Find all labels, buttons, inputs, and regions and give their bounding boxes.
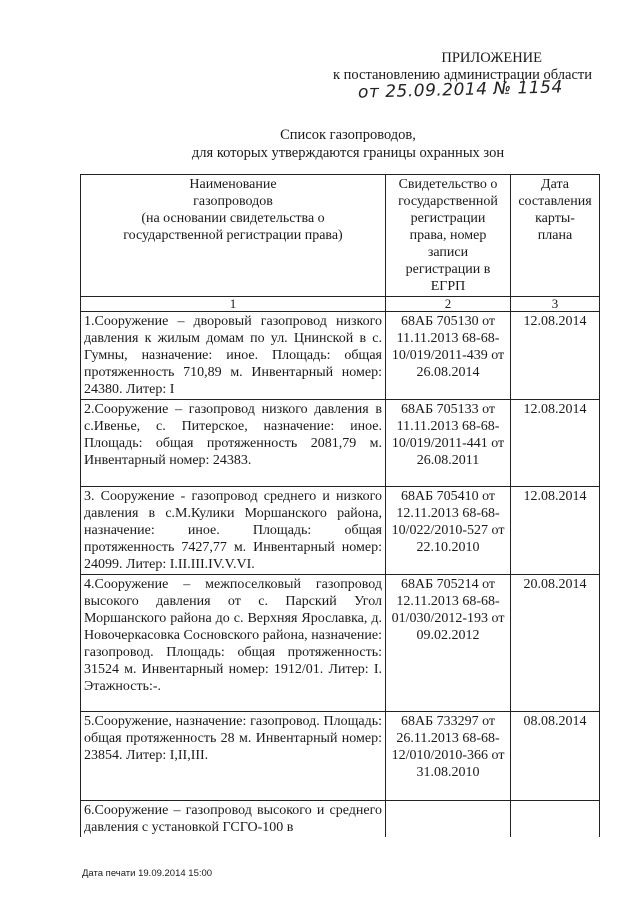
certificate-cell: 68АБ 705130 от 11.11.2013 68-68-10/019/2011-439 от 26.08.2014 (386, 312, 511, 400)
map-date-cell: 12.08.2014 (511, 400, 600, 487)
header-line: регистрации в (405, 262, 491, 277)
resolution-label: к постановлению администрации области (332, 67, 592, 83)
print-date-footer: Дата печати 19.09.2014 15:00 (82, 868, 213, 879)
title-line-2: для которых утверждаются границы охранных зон (191, 145, 505, 161)
pipeline-name-cell: 5.Сооружение, назначение: газопровод. Площадь: общая протяженность 28 м. Инвентарный номер: 23854. Литер: I,II,III. (81, 712, 386, 801)
column-number: 1 (81, 297, 386, 312)
header-line: составления (518, 194, 592, 209)
header-line: записи (427, 245, 469, 260)
header-line: карты- (535, 211, 575, 226)
header-line: Свидетельство о (398, 177, 498, 192)
table-row (81, 487, 600, 575)
header-line: права, номер (409, 228, 487, 243)
header-line: регистрации (410, 211, 486, 226)
certificate-cell: 68АБ 733297 от 26.11.2013 68-68-12/010/2010-366 от 31.08.2010 (386, 712, 511, 801)
pipeline-name-cell: 3. Сооружение - газопровод среднего и низкого давления в с.М.Кулики Моршанского района, назначение: иное. Площадь: общая протяженность 7427,77 м. Инвентарный номер: 24099. Литер: I.II.III.IV.V.VI. (81, 487, 386, 575)
document-title (0, 126, 640, 162)
title-line-1: Список газопроводов, (280, 127, 416, 143)
map-date-cell: 12.08.2014 (511, 312, 600, 400)
certificate-cell: 68АБ 705133 от 11.11.2013 68-68-10/019/2011-441 от 26.08.2011 (386, 400, 511, 487)
handwritten-date: от 25.09.2014 № 1154 (357, 77, 564, 103)
column-number: 3 (511, 297, 600, 312)
header-certificate (386, 175, 511, 297)
table-row (81, 575, 600, 712)
header-pipeline-name (81, 175, 386, 297)
map-date-cell: 08.08.2014 (511, 712, 600, 801)
table-row (81, 801, 600, 838)
pipeline-name-cell: 1.Сооружение – дворовый газопровод низкого давления к жилым домам по ул. Цнинской в с. Гумны, назначение: иное. Площадь: общая протяженность 710,89 м. Инвентарный номер: 24380. Литер: I (81, 312, 386, 400)
certificate-cell: 68АБ 705214 от 12.11.2013 68-68-01/030/2012-193 от 09.02.2012 (386, 575, 511, 712)
header-line: государственной (398, 194, 498, 209)
pipelines-table (80, 174, 600, 837)
pipeline-name-cell: 4.Сооружение – межпоселковый газопровод высокого давления от с. Парский Угол Моршанского района до с. Верхняя Ярославка, д. Новочеркасовка Сосновского района, назначение: газопровод. Площадь: общая протяженность: 31524 м. Инвентарный номер: 1912/01. Литер: I. Этажность:-. (81, 575, 386, 712)
column-number-row (81, 297, 600, 312)
annex-label: ПРИЛОЖЕНИЕ (441, 50, 542, 66)
header-line: плана (537, 228, 573, 243)
header-line: газопроводов (193, 194, 273, 209)
pipeline-name-cell: 6.Сооружение – газопровод высокого и среднего давления с установкой ГСГО-100 в (81, 801, 386, 838)
map-date-cell (511, 801, 600, 838)
map-date-cell: 12.08.2014 (511, 487, 600, 575)
table-row (81, 400, 600, 487)
header-line: Наименование (189, 177, 277, 192)
header-line: Дата (541, 177, 569, 192)
header-line: ЕГРП (430, 279, 466, 294)
table-row (81, 712, 600, 801)
pipeline-name-cell: 2.Сооружение – газопровод низкого давления в с.Ивенье, с. Питерское, назначение: иное. Площадь: общая протяженность 2081,79 м. Инвентарный номер: 24383. (81, 400, 386, 487)
certificate-cell: 68АБ 705410 от 12.11.2013 68-68-10/022/2010-527 от 22.10.2010 (386, 487, 511, 575)
map-date-cell: 20.08.2014 (511, 575, 600, 712)
column-number: 2 (386, 297, 511, 312)
table-header-row (81, 175, 600, 297)
certificate-cell (386, 801, 511, 838)
header-line: (на основании свидетельства о (141, 211, 325, 226)
table-row (81, 312, 600, 400)
header-map-date (511, 175, 600, 297)
header-line: государственной регистрации права) (123, 228, 343, 243)
